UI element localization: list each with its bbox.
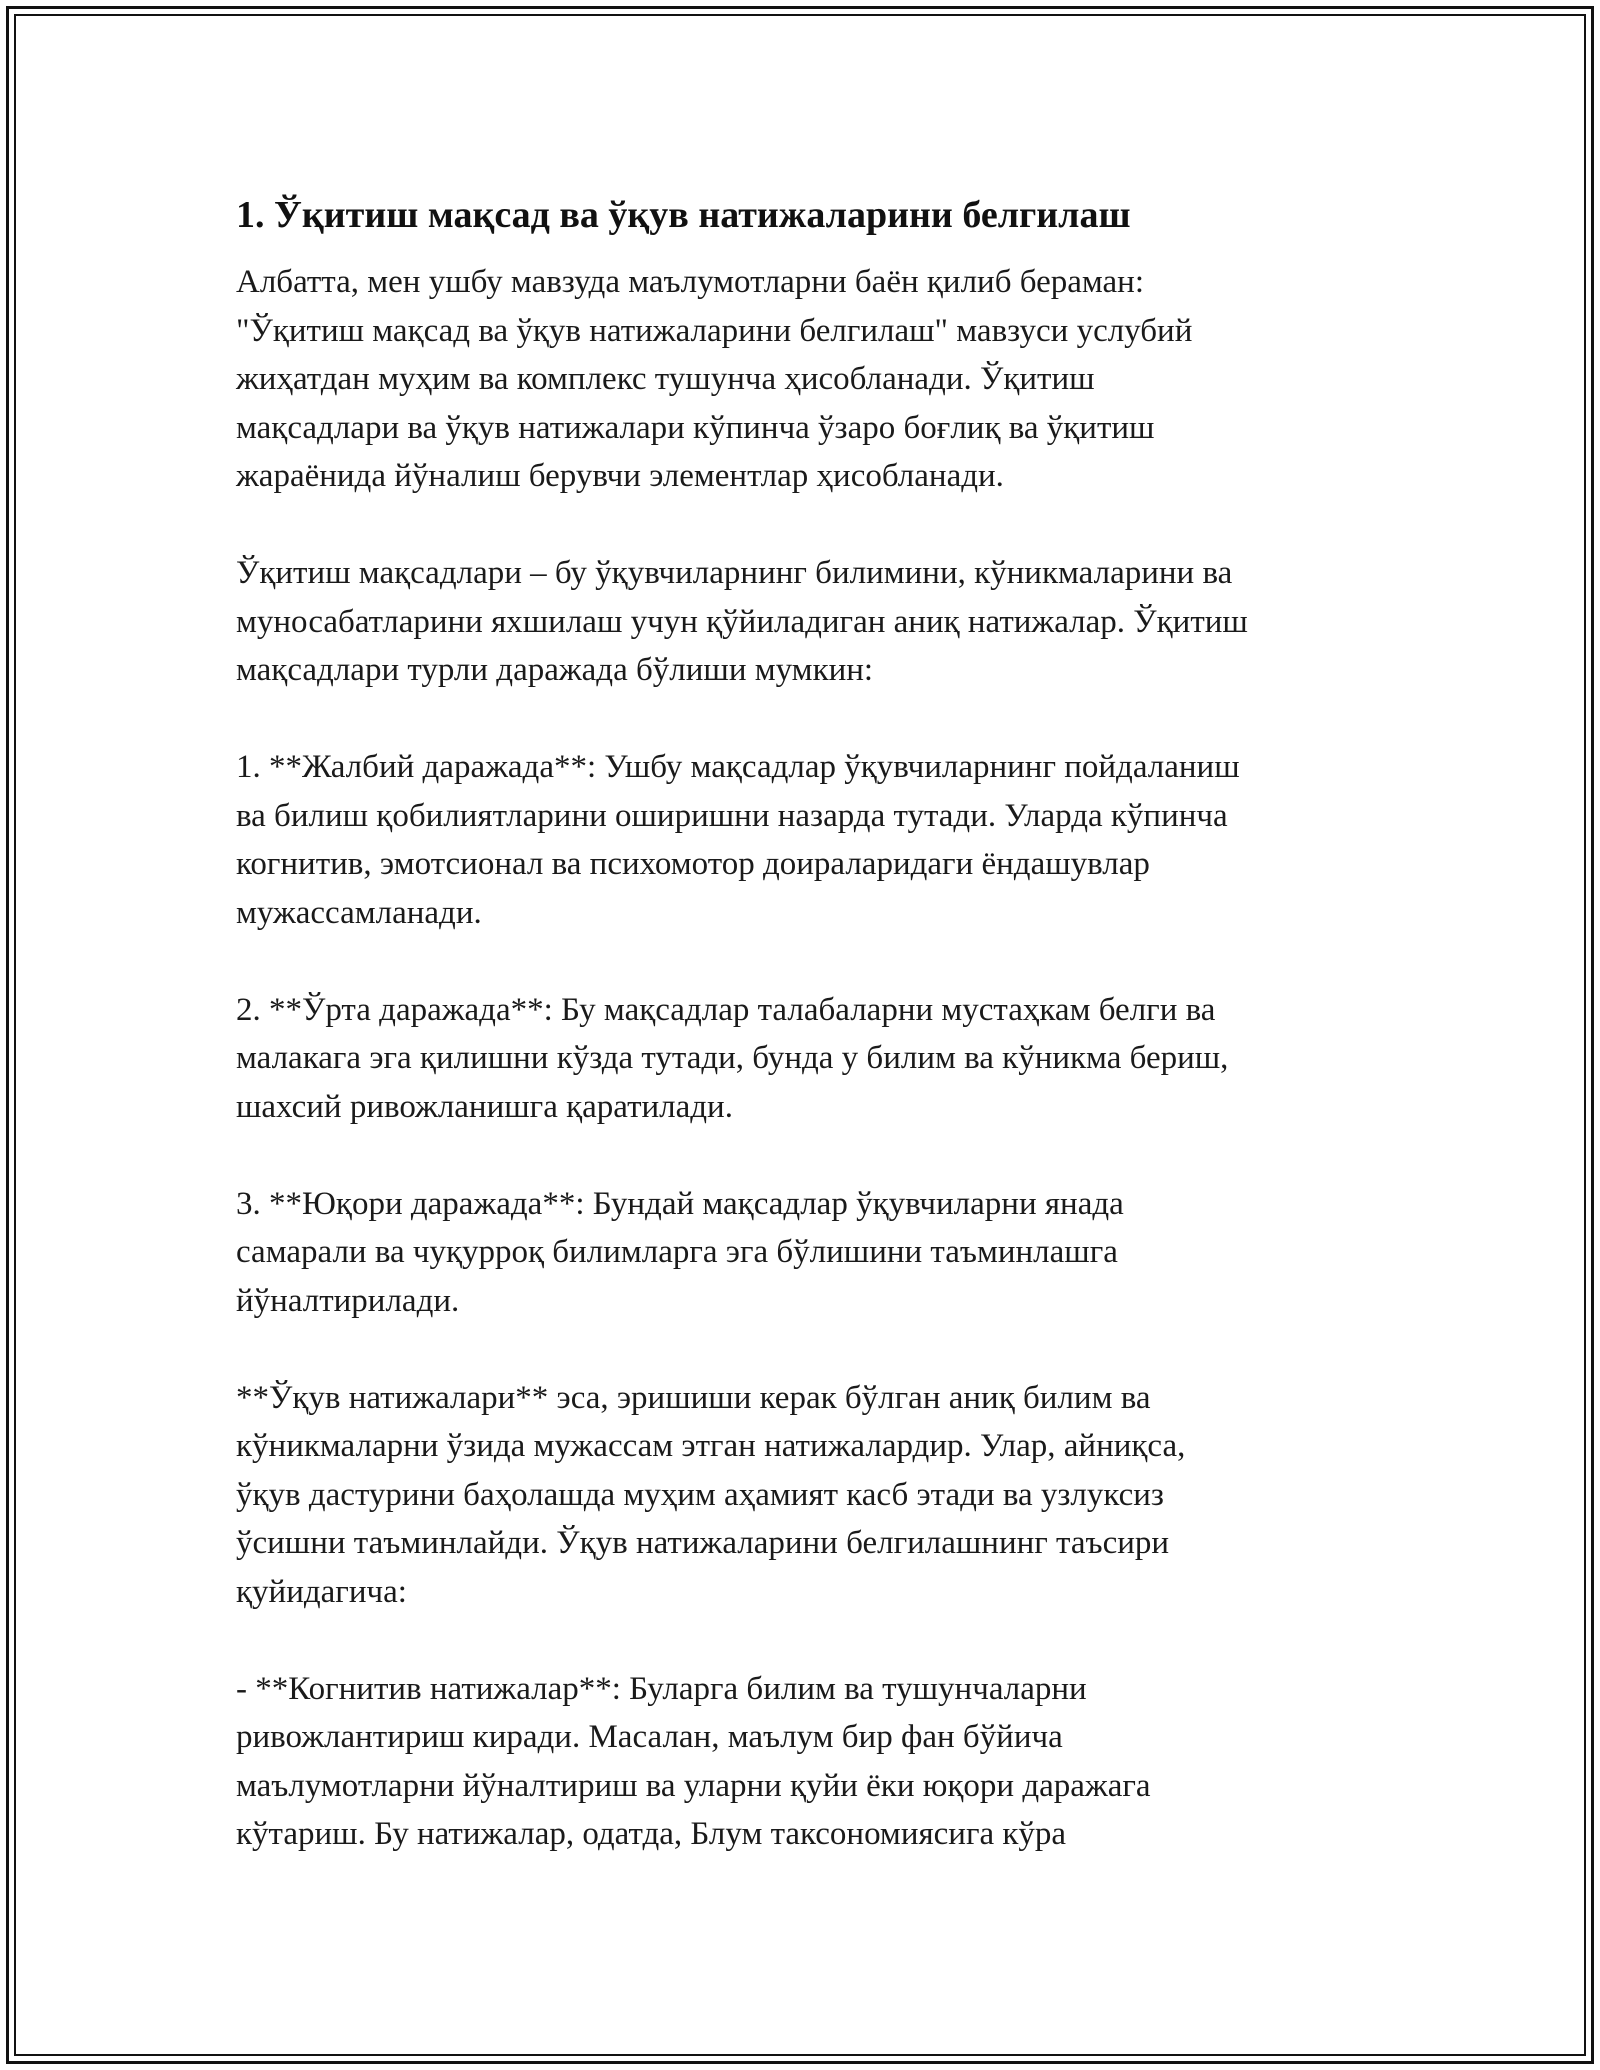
document-body bbox=[236, 190, 1376, 1859]
list-item-level-2: 2. **Ўрта даражада**: Бу мақсадлар талабаларни мустаҳкам белги ва малакага эга қилишни кўзда тутади, бунда у билим ва кўникма бериш, шахсий ривожланишга қаратилади. bbox=[236, 991, 1229, 1125]
paragraph-goals-definition: Ўқитиш мақсадлари – бу ўқувчиларнинг билимини, кўникмаларини ва муносабатларини яхшилаш учун қўйиладиган аниқ натижалар. Ўқитиш мақсадлари турли даражада бўлиши мумкин: bbox=[236, 555, 1248, 688]
list-item-cognitive-outcomes: - **Когнитив натижалар**: Буларга билим ва тушунчаларни ривожлантириш киради. Масалан, маълум бир фан бўйича маълумотларни йўналтириш ва уларни қуйи ёки юқори даражага кўтариш. Бу натижалар, одатда, Блум таксономиясига кўра bbox=[236, 1670, 1151, 1852]
paragraph-intro: Албатта, мен ушбу мавзуда маълумотларни баён қилиб бераман: "Ўқитиш мақсад ва ўқув натижаларини белгилаш" мавзуси услубий жиҳатдан муҳим ва комплекс тушунча ҳисобланади. Ўқитиш мақсадлари ва ўқув натижалари кўпинча ўзаро боғлиқ ва ўқитиш жараёнида йўналиш берувчи элементлар ҳисобланади. bbox=[236, 264, 1193, 494]
list-item-level-3: 3. **Юқори даражада**: Бундай мақсадлар ўқувчиларни янада самарали ва чуқурроқ билимларга эга бўлишини таъминлашга йўналтирилади. bbox=[236, 1185, 1124, 1319]
section-heading: 1. Ўқитиш мақсад ва ўқув натижаларини белгилаш bbox=[236, 194, 1131, 236]
paragraph-learning-outcomes: **Ўқув натижалари** эса, эришиши керак бўлган аниқ билим ва кўникмаларни ўзида мужассам этган натижалардир. Улар, айниқса, ўқув дастурини баҳолашда муҳим аҳамият касб этади ва узлуксиз ўсишни таъминлайди. Ўқув натижаларини белгилашнинг таъсири қуйидагича: bbox=[236, 1379, 1186, 1610]
list-item-level-1: 1. **Жалбий даражада**: Ушбу мақсадлар ўқувчиларнинг пойдаланиш ва билиш қобилиятларини оширишни назарда тутади. Уларда кўпинча когнитив, эмотсионал ва психомотор доираларидаги ёндашувлар мужассамланади. bbox=[236, 749, 1240, 931]
